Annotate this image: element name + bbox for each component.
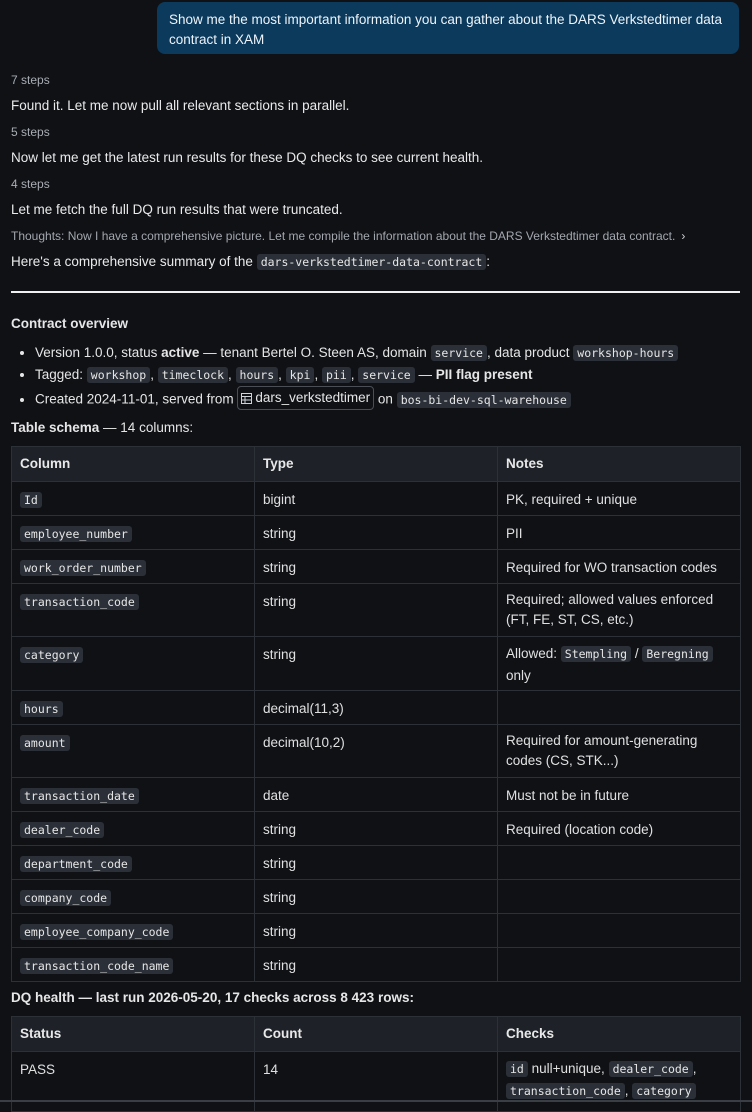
column-name: Id (20, 492, 42, 508)
dq-status: PASS (12, 1052, 255, 1112)
user-message-text: Show me the most important information you can gather about the DARS Verkstedtimer data contract in XAM (169, 12, 723, 47)
table-icon (241, 393, 252, 404)
column-type: bigint (255, 482, 498, 516)
column-notes (498, 948, 741, 982)
column-notes (498, 914, 741, 948)
tag: service (358, 367, 414, 383)
column-type: string (255, 812, 498, 846)
thoughts-toggle[interactable] (11, 228, 685, 245)
table-row (12, 725, 741, 778)
assistant-message: Now let me get the latest run results for these DQ checks to see current health. (11, 150, 483, 165)
column-type: decimal(11,3) (255, 691, 498, 725)
overview-list (11, 342, 752, 408)
dq-table (11, 1016, 741, 1112)
table-row (12, 584, 741, 637)
status-active: active (161, 345, 200, 360)
column-notes: Required for WO transaction codes (498, 550, 741, 584)
section-heading-schema: Table schema — 14 columns: (11, 420, 194, 435)
steps-toggle[interactable]: 5 steps (11, 125, 50, 139)
list-item: • Created 2024-11-01, served from dars_verkstedtimer on bos-bi-dev-sql-warehouse (35, 386, 752, 408)
section-heading-overview: Contract overview (11, 316, 129, 331)
column-notes: PII (498, 516, 741, 550)
table-row (12, 482, 741, 516)
contract-name-code: dars-verkstedtimer-data-contract (257, 254, 487, 270)
steps-toggle[interactable]: 7 steps (11, 73, 50, 87)
column-notes: Required (location code) (498, 812, 741, 846)
schema-table (11, 446, 741, 982)
table-row (12, 812, 741, 846)
column-name: category (20, 647, 83, 663)
user-message-bubble (157, 2, 739, 54)
dq-count: 14 (255, 1052, 498, 1112)
tag: timeclock (158, 367, 228, 383)
column-notes: Required for amount-generating codes (CS, STK...) (498, 725, 741, 778)
column-type: string (255, 584, 498, 637)
table-row (12, 778, 741, 812)
column-header: Column (12, 447, 255, 482)
assistant-message: Found it. Let me now pull all relevant sections in parallel. (11, 98, 350, 113)
data-product-code: workshop-hours (573, 345, 678, 361)
thoughts-text: Thoughts: Now I have a comprehensive picture. Let me compile the information about the DARS Verkstedtimer data contract. (11, 229, 676, 243)
column-name: dealer_code (20, 822, 104, 838)
server-code: bos-bi-dev-sql-warehouse (397, 392, 571, 408)
column-notes (498, 691, 741, 725)
column-name: transaction_code (20, 594, 139, 610)
column-type: string (255, 846, 498, 880)
column-notes: Allowed: Stempling / Beregning only (498, 637, 741, 691)
column-header: Notes (498, 447, 741, 482)
table-row (12, 948, 741, 982)
column-type: date (255, 778, 498, 812)
table-link[interactable]: dars_verkstedtimer (237, 386, 374, 410)
intro-text: Here's a comprehensive summary of the (11, 254, 257, 269)
tag: hours (236, 367, 279, 383)
table-row (12, 880, 741, 914)
column-type: string (255, 914, 498, 948)
table-header-row (12, 1017, 741, 1052)
column-name: work_order_number (20, 560, 146, 576)
column-notes (498, 846, 741, 880)
tag: pii (322, 367, 351, 383)
column-header: Type (255, 447, 498, 482)
column-type: decimal(10,2) (255, 725, 498, 778)
section-heading-dq: DQ health — last run 2026-05-20, 17 checks across 8 423 rows: (11, 990, 414, 1005)
steps-toggle[interactable]: 4 steps (11, 177, 50, 191)
column-name: transaction_date (20, 788, 139, 804)
dq-checks: id null+unique, dealer_code , transaction_code , category (498, 1052, 741, 1112)
column-type: string (255, 880, 498, 914)
column-name: amount (20, 735, 70, 751)
table-row (12, 914, 741, 948)
table-row (12, 691, 741, 725)
column-notes: PK, required + unique (498, 482, 741, 516)
table-row (12, 550, 741, 584)
column-type: string (255, 550, 498, 584)
column-type: string (255, 637, 498, 691)
column-header: Count (255, 1017, 498, 1052)
column-name: employee_company_code (20, 924, 173, 940)
table-header-row (12, 447, 741, 482)
assistant-message: Let me fetch the full DQ run results that were truncated. (11, 202, 343, 217)
column-notes (498, 880, 741, 914)
chevron-right-icon: › (681, 229, 686, 243)
list-item: • Tagged: workshop , timeclock , hours , kpi , pii , service — PII flag present (35, 364, 752, 386)
column-notes: Must not be in future (498, 778, 741, 812)
column-name: transaction_code_name (20, 958, 173, 974)
column-name: company_code (20, 890, 111, 906)
divider (11, 291, 740, 293)
column-header: Status (12, 1017, 255, 1052)
intro-suffix: : (486, 254, 491, 269)
list-item: • Version 1.0.0, status active — tenant Bertel O. Steen AS, domain service , data product workshop-hours (35, 342, 752, 364)
tag: kpi (286, 367, 315, 383)
column-header: Checks (498, 1017, 741, 1052)
table-row (12, 846, 741, 880)
column-notes: Required; allowed values enforced (FT, FE, ST, CS, etc.) (498, 584, 741, 637)
pii-flag: PII flag present (435, 367, 533, 382)
column-name: department_code (20, 856, 132, 872)
table-row (12, 516, 741, 550)
column-name: employee_number (20, 526, 132, 542)
column-name: hours (20, 701, 63, 717)
table-row (12, 637, 741, 691)
summary-intro (11, 252, 490, 272)
domain-code: service (431, 345, 487, 361)
column-type: string (255, 516, 498, 550)
column-type: string (255, 948, 498, 982)
tag: workshop (87, 367, 150, 383)
table-row (12, 1052, 741, 1112)
